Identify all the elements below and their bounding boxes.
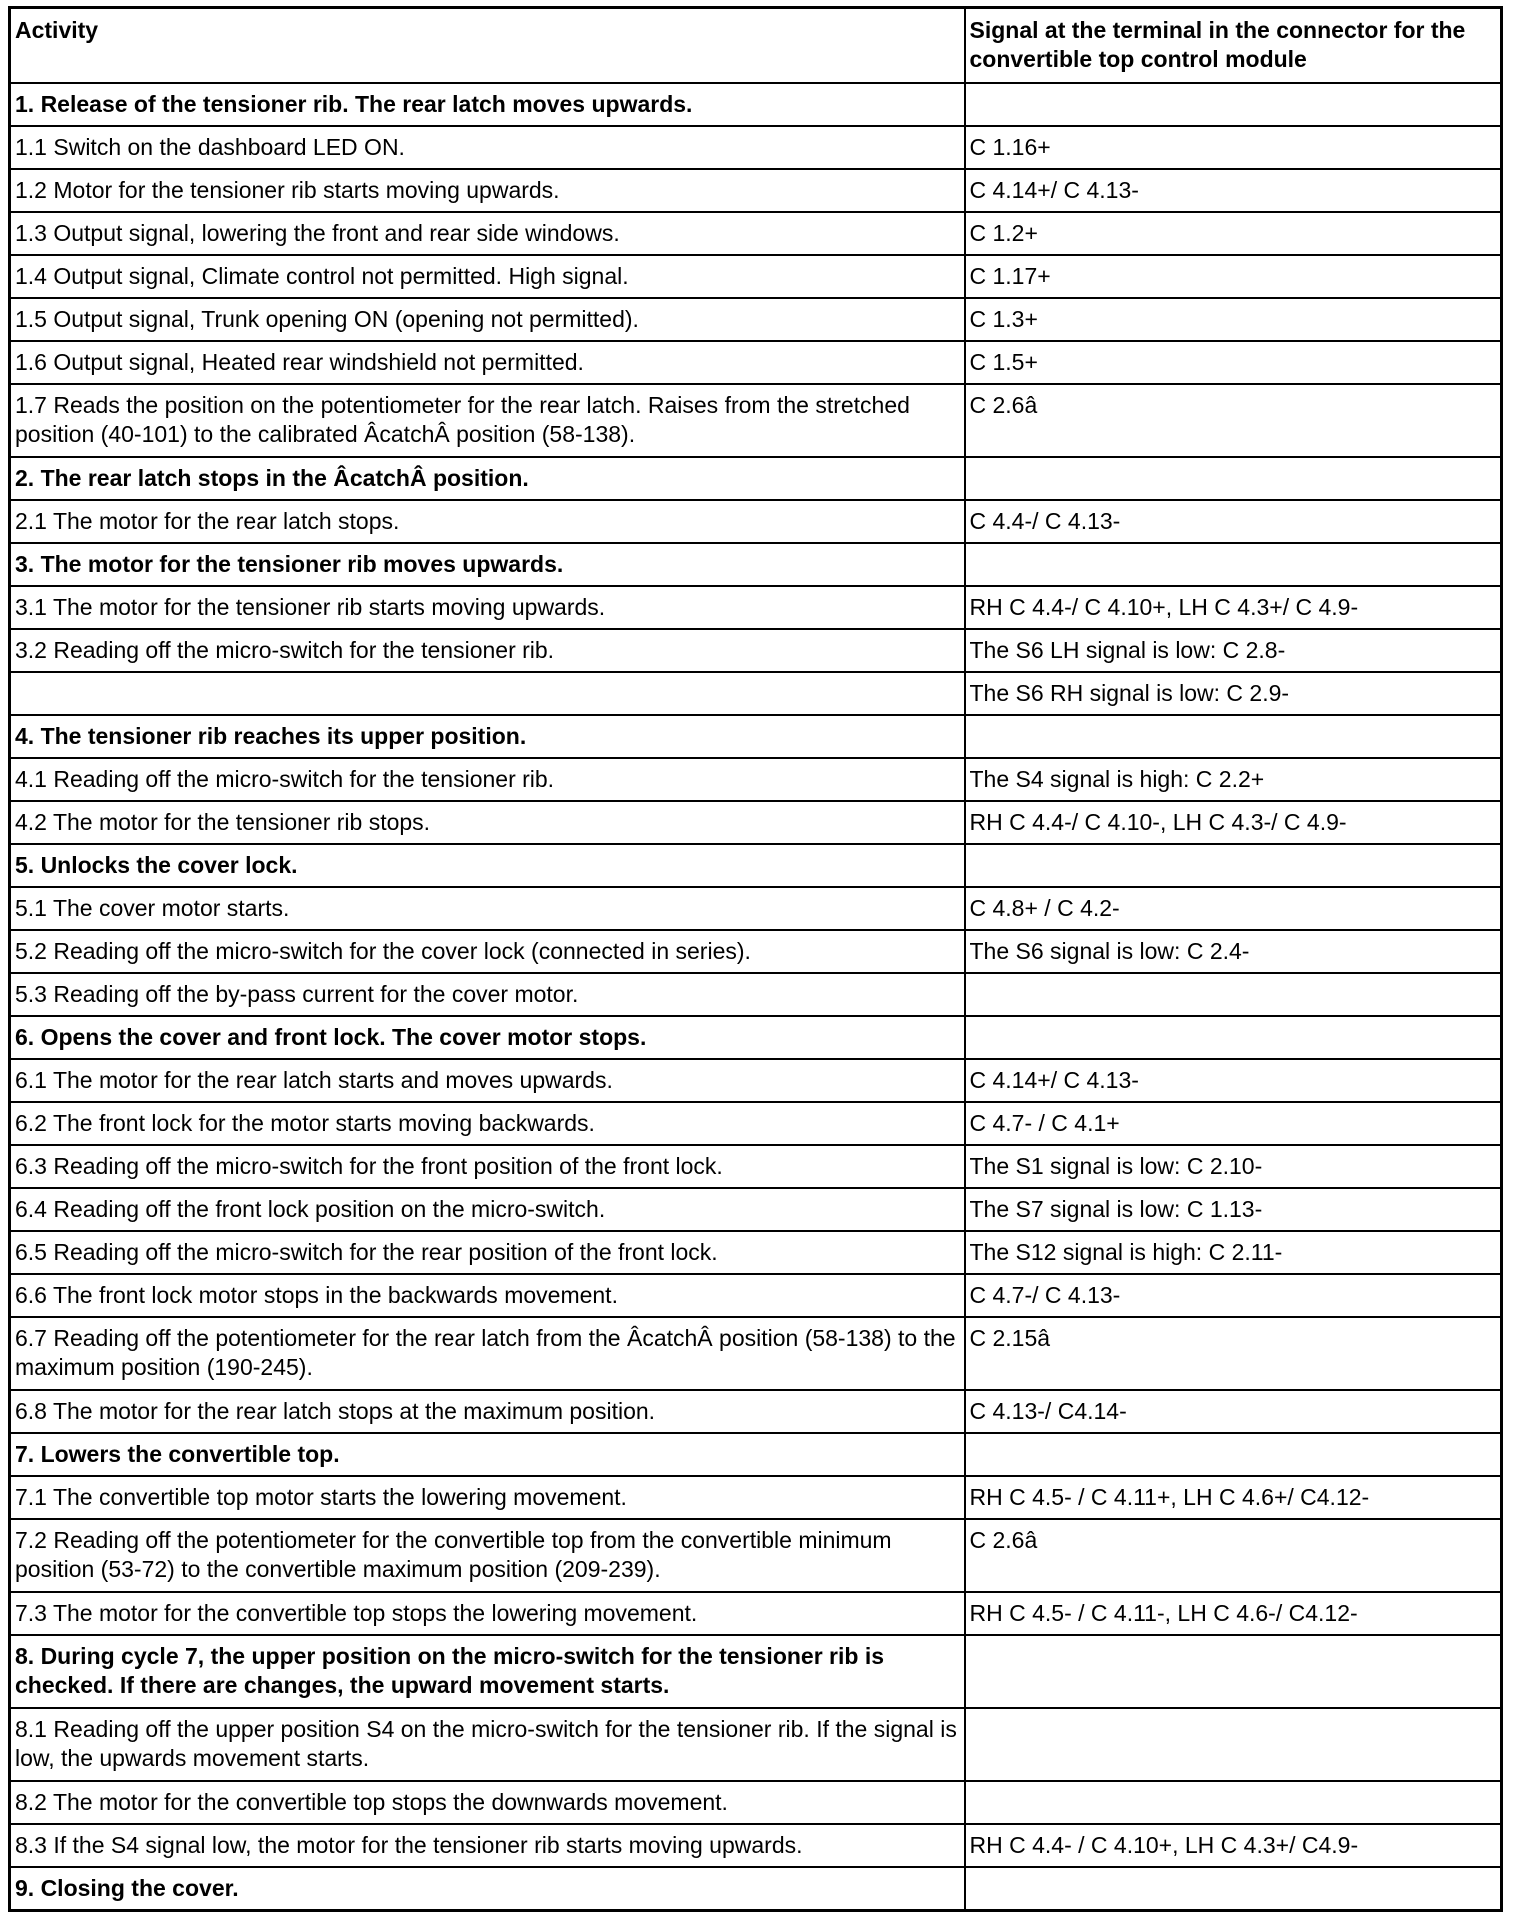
table-row	[10, 629, 1502, 672]
signal-cell: C 1.3+	[965, 298, 1502, 341]
signal-cell	[965, 83, 1502, 126]
table-row	[10, 887, 1502, 930]
activity-cell: 5.3 Reading off the by-pass current for the cover motor.	[10, 973, 965, 1016]
signal-cell: RH C 4.4-/ C 4.10-, LH C 4.3-/ C 4.9-	[965, 801, 1502, 844]
table-section-row	[10, 1016, 1502, 1059]
table-section-row	[10, 543, 1502, 586]
activity-cell: 1.6 Output signal, Heated rear windshield not permitted.	[10, 341, 965, 384]
signal-cell	[965, 1867, 1502, 1911]
table-row	[10, 212, 1502, 255]
signal-cell: C 4.8+ / C 4.2-	[965, 887, 1502, 930]
activity-cell: 6.3 Reading off the micro-switch for the front position of the front lock.	[10, 1145, 965, 1188]
signal-cell: RH C 4.4- / C 4.10+, LH C 4.3+/ C4.9-	[965, 1824, 1502, 1867]
column-header-signal: Signal at the terminal in the connector for the convertible top control module	[965, 8, 1502, 84]
activity-cell: 8.1 Reading off the upper position S4 on the micro-switch for the tensioner rib. If the signal is low, the upwards movement starts.	[10, 1708, 965, 1781]
activity-cell: 8. During cycle 7, the upper position on the micro-switch for the tensioner rib is checked. If there are changes, the upward movement starts.	[10, 1635, 965, 1708]
activity-cell: 1.4 Output signal, Climate control not permitted. High signal.	[10, 255, 965, 298]
signal-cell	[965, 543, 1502, 586]
signal-cell	[965, 715, 1502, 758]
signal-cell	[965, 1433, 1502, 1476]
table-section-row	[10, 844, 1502, 887]
table-row	[10, 1231, 1502, 1274]
activity-cell: 6.7 Reading off the potentiometer for the rear latch from the ÂcatchÂ position (58-138) to the maximum position (190-245).	[10, 1317, 965, 1390]
table-row	[10, 1145, 1502, 1188]
signal-cell: C 4.13-/ C4.14-	[965, 1390, 1502, 1433]
activity-cell: 6. Opens the cover and front lock. The cover motor stops.	[10, 1016, 965, 1059]
activity-cell: 1.3 Output signal, lowering the front and rear side windows.	[10, 212, 965, 255]
activity-cell: 4.1 Reading off the micro-switch for the tensioner rib.	[10, 758, 965, 801]
table-row	[10, 298, 1502, 341]
table-row	[10, 341, 1502, 384]
activity-cell: 5.1 The cover motor starts.	[10, 887, 965, 930]
activity-cell: 7. Lowers the convertible top.	[10, 1433, 965, 1476]
table-section-row	[10, 83, 1502, 126]
table-section-row	[10, 457, 1502, 500]
activity-cell: 8.2 The motor for the convertible top stops the downwards movement.	[10, 1781, 965, 1824]
activity-cell: 4.2 The motor for the tensioner rib stops.	[10, 801, 965, 844]
table-row	[10, 1824, 1502, 1867]
activity-cell: 3.2 Reading off the micro-switch for the tensioner rib.	[10, 629, 965, 672]
table-row	[10, 384, 1502, 457]
signal-cell: RH C 4.5- / C 4.11-, LH C 4.6-/ C4.12-	[965, 1592, 1502, 1635]
signal-cell: C 4.7-/ C 4.13-	[965, 1274, 1502, 1317]
table-row	[10, 1476, 1502, 1519]
signal-cell: The S6 LH signal is low: C 2.8-	[965, 629, 1502, 672]
signal-cell	[965, 1708, 1502, 1781]
activity-cell: 2. The rear latch stops in the ÂcatchÂ position.	[10, 457, 965, 500]
table-header-row	[10, 8, 1502, 84]
activity-cell: 1.7 Reads the position on the potentiometer for the rear latch. Raises from the stretched position (40-101) to the calibrated ÂcatchÂ position (58-138).	[10, 384, 965, 457]
signal-cell	[965, 1781, 1502, 1824]
table-section-row	[10, 1867, 1502, 1911]
signal-cell: C 2.6â	[965, 384, 1502, 457]
activity-cell: 1.5 Output signal, Trunk opening ON (opening not permitted).	[10, 298, 965, 341]
signal-cell	[965, 1016, 1502, 1059]
activity-cell: 7.1 The convertible top motor starts the lowering movement.	[10, 1476, 965, 1519]
activity-cell: 1.1 Switch on the dashboard LED ON.	[10, 126, 965, 169]
activity-cell: 9. Closing the cover.	[10, 1867, 965, 1911]
signal-cell	[965, 1635, 1502, 1708]
signal-cell: C 2.15â	[965, 1317, 1502, 1390]
activity-cell: 6.2 The front lock for the motor starts moving backwards.	[10, 1102, 965, 1145]
table-row	[10, 1708, 1502, 1781]
activity-cell: 6.5 Reading off the micro-switch for the rear position of the front lock.	[10, 1231, 965, 1274]
signal-cell: C 4.14+/ C 4.13-	[965, 169, 1502, 212]
signal-cell: C 4.14+/ C 4.13-	[965, 1059, 1502, 1102]
signal-cell	[965, 973, 1502, 1016]
table-section-row	[10, 1635, 1502, 1708]
activity-cell: 6.6 The front lock motor stops in the backwards movement.	[10, 1274, 965, 1317]
table-body	[10, 83, 1502, 1911]
signal-cell: The S6 signal is low: C 2.4-	[965, 930, 1502, 973]
signal-cell: C 4.7- / C 4.1+	[965, 1102, 1502, 1145]
table-row	[10, 758, 1502, 801]
signal-cell: RH C 4.4-/ C 4.10+, LH C 4.3+/ C 4.9-	[965, 586, 1502, 629]
signal-cell	[965, 844, 1502, 887]
table-row	[10, 1102, 1502, 1145]
activity-cell: 6.8 The motor for the rear latch stops at the maximum position.	[10, 1390, 965, 1433]
activity-cell: 8.3 If the S4 signal low, the motor for the tensioner rib starts moving upwards.	[10, 1824, 965, 1867]
activity-cell: 6.4 Reading off the front lock position on the micro-switch.	[10, 1188, 965, 1231]
table-row	[10, 1390, 1502, 1433]
signal-cell: C 1.16+	[965, 126, 1502, 169]
table-section-row	[10, 1433, 1502, 1476]
signal-cell: The S7 signal is low: C 1.13-	[965, 1188, 1502, 1231]
table-row	[10, 1059, 1502, 1102]
signal-cell: C 4.4-/ C 4.13-	[965, 500, 1502, 543]
table-row	[10, 672, 1502, 715]
activity-cell: 7.3 The motor for the convertible top stops the lowering movement.	[10, 1592, 965, 1635]
activity-cell: 5. Unlocks the cover lock.	[10, 844, 965, 887]
activity-cell	[10, 672, 965, 715]
table-row	[10, 1317, 1502, 1390]
signal-cell: The S1 signal is low: C 2.10-	[965, 1145, 1502, 1188]
table-row	[10, 169, 1502, 212]
activity-signal-table	[8, 6, 1503, 1912]
table-row	[10, 126, 1502, 169]
activity-cell: 3.1 The motor for the tensioner rib starts moving upwards.	[10, 586, 965, 629]
activity-cell: 6.1 The motor for the rear latch starts and moves upwards.	[10, 1059, 965, 1102]
document-page	[8, 6, 1500, 1912]
activity-cell: 4. The tensioner rib reaches its upper position.	[10, 715, 965, 758]
signal-cell: The S12 signal is high: C 2.11-	[965, 1231, 1502, 1274]
activity-cell: 1.2 Motor for the tensioner rib starts moving upwards.	[10, 169, 965, 212]
activity-cell: 1. Release of the tensioner rib. The rear latch moves upwards.	[10, 83, 965, 126]
signal-cell: The S6 RH signal is low: C 2.9-	[965, 672, 1502, 715]
signal-cell: C 1.2+	[965, 212, 1502, 255]
signal-cell: C 1.5+	[965, 341, 1502, 384]
table-row	[10, 801, 1502, 844]
table-row	[10, 973, 1502, 1016]
table-row	[10, 1781, 1502, 1824]
table-section-row	[10, 715, 1502, 758]
table-row	[10, 255, 1502, 298]
column-header-activity: Activity	[10, 8, 965, 84]
table-row	[10, 1274, 1502, 1317]
signal-cell: The S4 signal is high: C 2.2+	[965, 758, 1502, 801]
table-row	[10, 1188, 1502, 1231]
table-row	[10, 586, 1502, 629]
activity-cell: 7.2 Reading off the potentiometer for the convertible top from the convertible minimum position (53-72) to the convertible maximum position (209-239).	[10, 1519, 965, 1592]
table-row	[10, 500, 1502, 543]
table-row	[10, 1592, 1502, 1635]
table-row	[10, 1519, 1502, 1592]
signal-cell: C 1.17+	[965, 255, 1502, 298]
table-row	[10, 930, 1502, 973]
signal-cell	[965, 457, 1502, 500]
activity-cell: 3. The motor for the tensioner rib moves upwards.	[10, 543, 965, 586]
signal-cell: RH C 4.5- / C 4.11+, LH C 4.6+/ C4.12-	[965, 1476, 1502, 1519]
activity-cell: 2.1 The motor for the rear latch stops.	[10, 500, 965, 543]
activity-cell: 5.2 Reading off the micro-switch for the cover lock (connected in series).	[10, 930, 965, 973]
signal-cell: C 2.6â	[965, 1519, 1502, 1592]
